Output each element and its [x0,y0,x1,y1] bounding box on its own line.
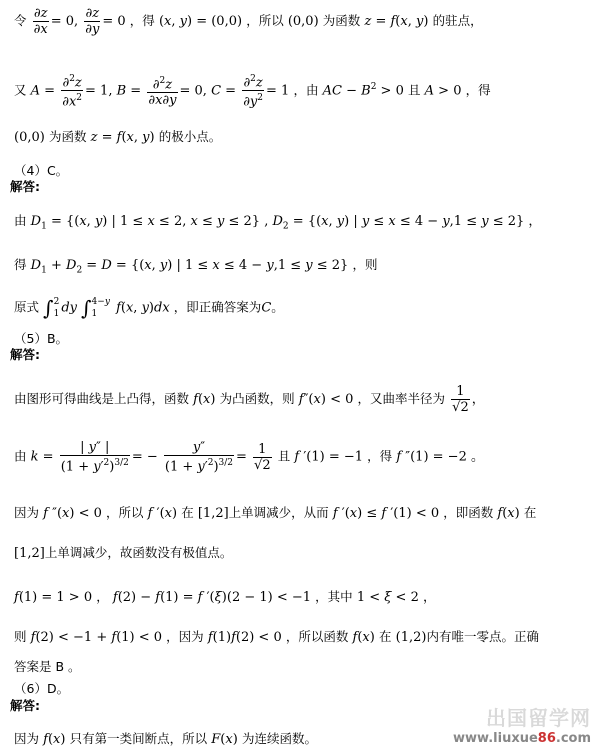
text-run: 为函数 [322,13,361,28]
watermark-url-prefix: www.liuxue [453,731,538,746]
text-run: ，由 [293,82,319,98]
text-run: 因为 [14,505,40,520]
text-run: 得 [14,257,27,272]
text-run: 令 [14,13,27,28]
text-run: 只有第一类间断点，所以 [69,731,208,746]
text-run: 上单调减少，故函数没有极值点。 [44,545,233,560]
text-run: 由 [14,448,27,464]
text-line-11: 由图形可得曲线是上凸得，函数 f(x) 为凸函数，则 f″(x) < 0 ，又曲率半径为 $\frac{1}{√2}$ ， [14,384,485,415]
fraction: $\frac{| y'' |}{(1 + y'^2)^{3/2}}$ [60,440,129,475]
text-line-15: f(1) = 1 > 0 ， f(2) − f(1) = f ′(ξ)(2 − 1) < −1 ，其中 1 < ξ < 2 ， [14,589,436,605]
text-line-10: 解答: [10,347,40,362]
text-run: ，所以函数 [285,629,349,644]
text-line-5: 解答: [10,179,40,194]
text-run: ，其中 [315,589,353,604]
text-line-7: 得 $D_1 + D_2 = D = \{(x$, y) | 1 ≤ x ≤ 4 − y,1 ≤ y ≤ 2} ，则 [14,257,378,276]
text-line-12: 由 k = $\frac{| y'' |}{(1 + y'^2)^{3/2}}$ = − $\frac{y''}{(1 + y'^2)^{3/2}}$ = $\frac{1}{√2}$ 且 f ′(1) = −1 ，得 f ″(1) = −2 。 [14,440,484,475]
text-run: 则 [14,629,27,644]
text-run: ，得 [367,448,393,464]
fraction: $\frac{\partial^2z}{\partial y^2}$ [243,74,264,110]
text-line-14: [1,2]上单调减少，故函数没有极值点。 [14,545,233,561]
fraction: $\frac{\partial z}{\partial x}$ [33,6,48,37]
integral-sign: ∫ [43,296,54,320]
text-line-3: (0,0) 为函数 z = f(x, y) 的极小点。 [14,129,222,145]
text-line-17: 答案是 B 。 [14,659,81,674]
text-line-18: （6）D。 [14,681,70,696]
text-line-20: 因为 f(x) 只有第一类间断点，所以 F(x) 为连续函数。 [14,731,317,747]
text-run: ，即函数 [443,505,494,520]
fraction: $\frac{\partial^2z}{\partial x^2}$ [62,74,83,110]
text-line-4: （4）C。 [14,163,69,178]
integral-limits: 2 1 [53,297,60,319]
text-run: 又 [14,82,27,98]
text-run: 的极小点。 [158,129,222,144]
fraction: $\frac{y''}{(1 + y'^2)^{3/2}}$ [164,440,233,475]
text-line-6: 由 $D_1 = \{(x$, y) | 1 ≤ x ≤ 2, x ≤ y ≤ 2} , $D_2 = \{(x$, y) | y ≤ x ≤ 4 − y,1 ≤ y ≤ 2} ， [14,213,542,232]
text-run: 为函数 [48,129,87,144]
text-run: 为凸函数，则 [219,391,295,406]
text-run: 在 [181,505,194,520]
text-run: 原式 [14,299,40,315]
site-watermark [453,702,591,746]
text-run: 且 [277,448,291,464]
text-line-1: 令 $\frac{\partial z}{\partial x}$ = 0, $\frac{\partial z}{\partial y}$ = 0 ，得 (x, y) = (0,0) ，所以 (0,0) 为函数 z = f(x, y) 的驻点， [14,6,483,37]
watermark-url-number: 86 [537,731,556,746]
watermark-url-suffix: .com [555,731,591,746]
text-run: ，得 [465,82,491,98]
text-run: 且 [407,82,421,98]
text-run: ，所以 [246,13,284,28]
text-run: 在 [378,629,392,644]
text-line-19: 解答: [10,698,40,713]
text-run: ，因为 [166,629,204,644]
text-run: ， [96,589,109,604]
watermark-url [453,731,591,746]
watermark-title: 出国留学网 [486,706,591,730]
text-line-13: 因为 f ″(x) < 0 ，所以 f ′(x) 在 [1,2]上单调减少，从而 f ′(x) ≤ f ′(1) < 0 ，即函数 f(x) 在 [14,505,537,521]
text-line-16: 则 f(2) < −1 + f(1) < 0 ，因为 f(1)f(2) < 0 ，所以函数 f(x) 在 (1,2)内有唯一零点。正确 [14,629,539,645]
integral-limits: 4−y 1 [91,297,110,319]
text-run: ，得 [129,13,155,28]
text-line-9: （5）B。 [14,331,69,346]
text-run: ，又曲率半径为 [357,391,446,406]
fraction: $\frac{\partial z}{\partial y}$ [85,6,100,37]
text-run: 的驻点， [432,13,483,28]
text-run: 上单调减少，从而 [228,505,329,520]
text-run: 由图形可得曲线是上凸得，函数 [14,391,190,406]
text-run: ，则 [352,257,378,272]
text-run: 为连续函数。 [241,731,317,746]
fraction: $\frac{1}{√2}$ [452,384,469,415]
text-line-2: 又 A = $\frac{\partial^2z}{\partial x^2}$ = 1, B = $\frac{\partial^2z}{\partial x\partial y}$ = 0, C = $\frac{\partial^2z}{\partial y^2}$ = 1 ，由 AC − $B^2 > 0$ 且 A > 0 ，得 [14,74,491,110]
text-run: 内有唯一零点。正确 [426,629,539,644]
text-run: 由 [14,213,27,228]
fraction: $\frac{1}{√2}$ [254,441,271,473]
text-run: 因为 [14,731,40,746]
text-run: ，所以 [106,505,144,520]
text-run: ，即正确答案为 [173,299,262,315]
integral-sign: ∫ [81,296,92,320]
text-line-8: 原式 ∫2 1 dy ∫4−y 1 f(x, y)dx ，即正确答案为C。 [14,296,284,320]
answer-letter: C [261,300,272,316]
text-run: 。 [271,299,284,315]
fraction: $\frac{\partial^2z}{\partial x\partial y}$ [148,75,177,108]
text-run: 在 [523,505,537,520]
